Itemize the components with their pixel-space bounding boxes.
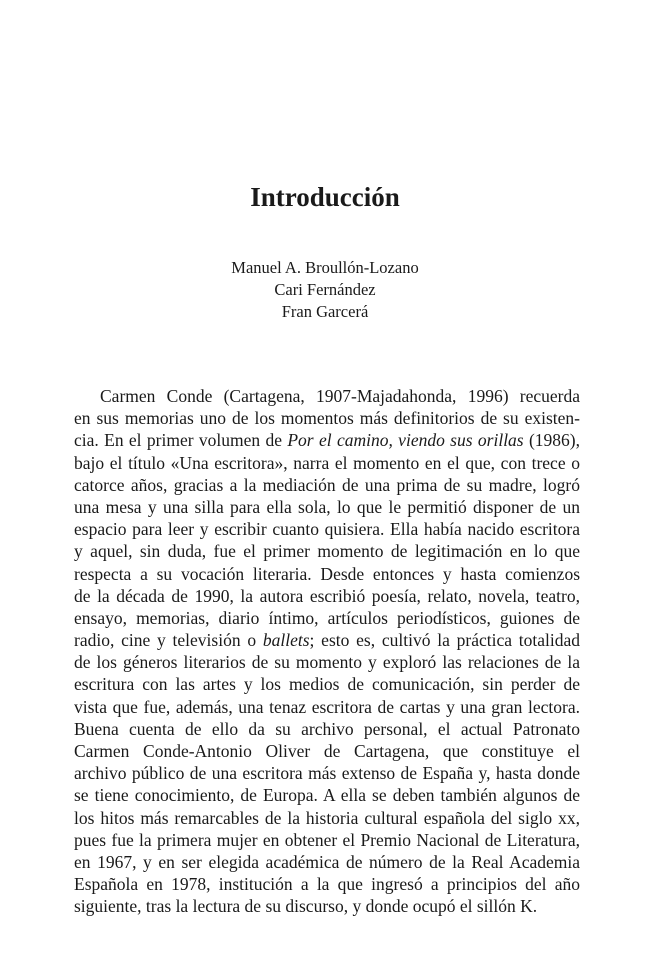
text-segment: ; esto es, cultivó la práctica totalidad [309, 630, 580, 651]
text-line: Española en 1978, institución a la que ingresó a principios del año [74, 874, 580, 895]
chapter-title: Introducción [250, 182, 400, 212]
book-title: Por el camino, viendo sus orillas [287, 430, 524, 451]
text-line: bajo el título «Una escritora», narra el momento en el que, con trece o [74, 452, 580, 473]
text-line: pues fue la primera mujer en obtener el Premio Nacional de Literatura, [74, 829, 580, 850]
text-line: catorce años, gracias a la mediación de una prima de su madre, logró [74, 474, 580, 495]
author-name: Manuel A. Broullón-Lozano [231, 258, 419, 277]
author-name: Fran Garcerá [281, 302, 369, 321]
text-segment: radio, cine y televisión o [74, 630, 263, 651]
text-line: los hitos más remarcables de la historia cultural española del siglo xx, [74, 807, 580, 828]
text-line: y aquel, sin duda, fue el primer momento de legitimación en lo que [74, 541, 580, 562]
text-line: en sus memorias uno de los momentos más definitorios de su existen- [74, 408, 580, 429]
text-line: escritura con las artes y los medios de comunicación, sin perder de [74, 674, 580, 695]
text-line: se tiene conocimiento, de Europa. A ella se deben también algunos de [74, 785, 580, 806]
text-line: una mesa y una silla para ella sola, lo que le permitió disponer de un [74, 496, 580, 517]
text-line: vista que fue, además, una tenaz escritora de cartas y una gran lectora. [74, 696, 580, 717]
text-line [74, 429, 580, 451]
text-line: Carmen Conde (Cartagena, 1907-Majadahonda, 1996) recuerda [100, 386, 580, 406]
text-line: espacio para leer y escribir cuanto quisiera. Ella había nacido escritora [74, 519, 580, 540]
text-line: respecta a su vocación literaria. Desde entonces y hasta comienzos [74, 563, 580, 584]
text-line: en 1967, y en ser elegida académica de número de la Real Academia [74, 851, 580, 872]
text-segment: (1986), [523, 430, 581, 451]
text-line: siguiente, tras la lectura de su discurso, y donde ocupó el sillón K. [74, 896, 538, 917]
text-line [74, 629, 580, 651]
text-line: ensayo, memorias, diario íntimo, artículos periodísticos, guiones de [74, 607, 580, 628]
italic-term: ballets [262, 630, 310, 651]
author-name: Cari Fernández [274, 280, 376, 299]
text-line: de la década de 1990, la autora escribió poesía, relato, novela, teatro, [74, 585, 580, 606]
text-line: de los géneros literarios de su momento y exploró las relaciones de la [74, 652, 580, 673]
text-line: Carmen Conde-Antonio Oliver de Cartagena, que constituye el [74, 741, 580, 761]
text-line: Buena cuenta de ello da su archivo personal, el actual Patronato [74, 718, 580, 739]
text-line: archivo público de una escritora más extenso de España y, hasta donde [74, 763, 580, 784]
body-paragraph [74, 385, 580, 918]
author-list [0, 257, 650, 323]
text-segment: cia. En el primer volumen de [74, 430, 288, 451]
